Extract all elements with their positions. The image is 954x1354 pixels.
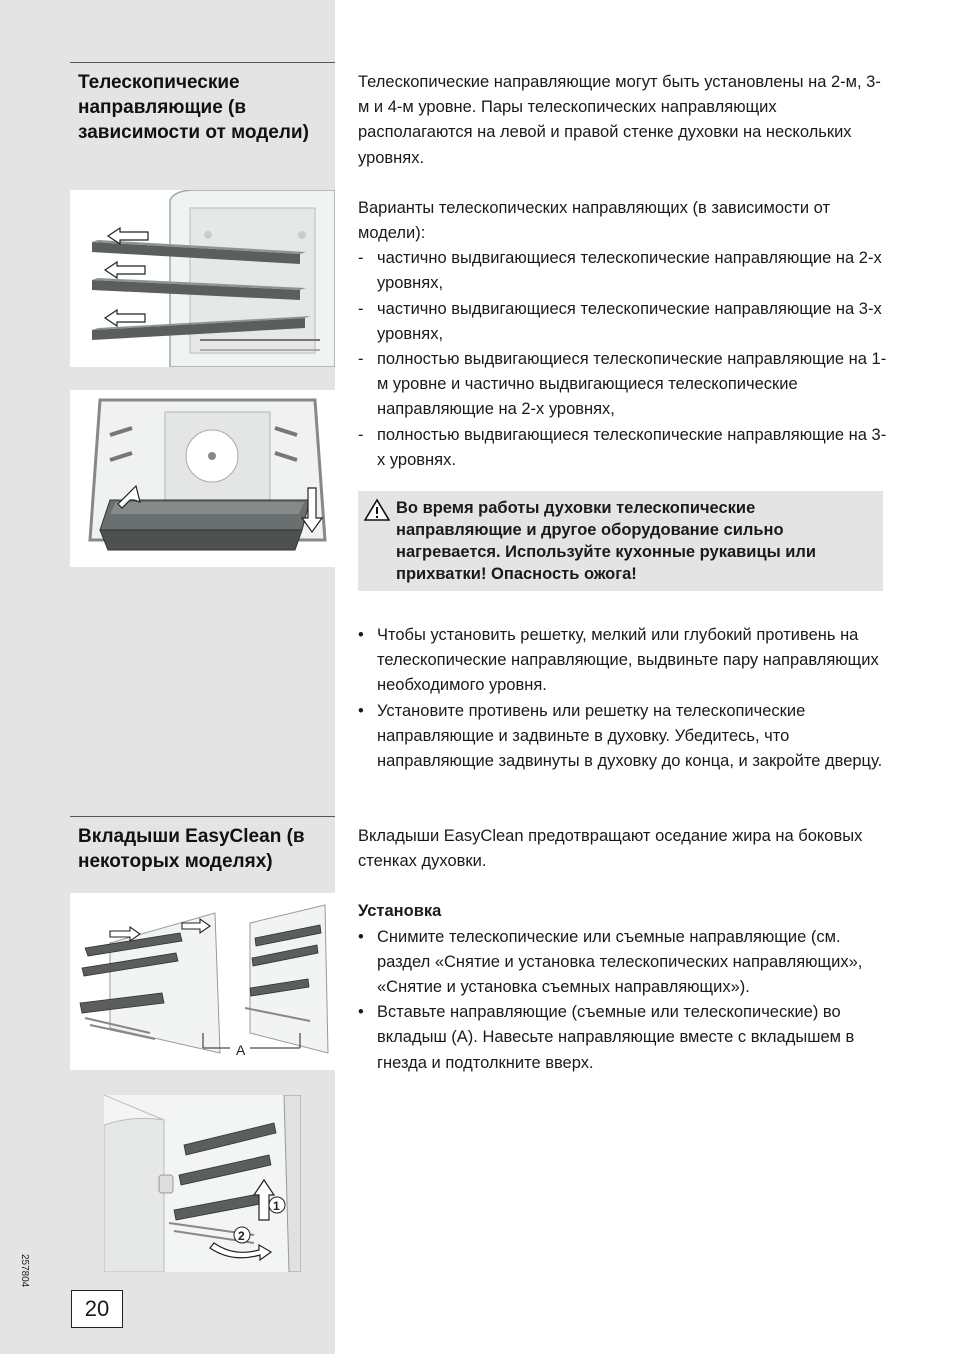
section1-intro: Телескопические направляющие могут быть установлены на 2-м, 3-м и 4-м уровне. Пары телескопических направляющих располагаются на левой и правой стенке духовки на нескольких уровнях. xyxy=(358,73,881,167)
section2-intro: Вкладыши EasyClean предотвращают оседание жира на боковых стенках духовки. xyxy=(358,827,863,871)
list-item: - частично выдвигающиеся телескопические направляющие на 3-х уровнях, xyxy=(358,297,888,347)
list-item: • Установите противень или решетку на телескопические направляющие и задвиньте в духовку. Убедитесь, что направляющие задвинуты в духовку до конца, и закройте дверцу. xyxy=(358,699,888,775)
section1-heading: Телескопические направляющие (в зависимости от модели) xyxy=(78,72,309,143)
list-item: - полностью выдвигающиеся телескопические направляющие на 1-м уровне и частично выдвигающиеся телескопические направляющие на 2-х уровнях, xyxy=(358,347,888,423)
telescopic-rails-illustration xyxy=(70,190,335,367)
warning-box xyxy=(358,491,883,591)
warning-triangle-icon xyxy=(364,498,390,527)
easyclean-inserts-illustration xyxy=(70,893,335,1070)
list-item: • Вставьте направляющие (съемные или телескопические) во вкладыш (A). Навесьте направляющие вместе с вкладышем в гнезда и подтолкните вверх. xyxy=(358,1000,888,1076)
baking-tray-illustration xyxy=(70,390,335,567)
section-rule-1 xyxy=(70,62,335,63)
list-item: - частично выдвигающиеся телескопические направляющие на 2-х уровнях, xyxy=(358,246,888,296)
variants-list xyxy=(358,246,888,473)
insert-installation-illustration xyxy=(104,1095,301,1272)
list-item: • Чтобы установить решетку, мелкий или глубокий противень на телескопические направляющие, выдвиньте пару направляющих необходимого уровня. xyxy=(358,623,888,699)
list-item: • Снимите телескопические или съемные направляющие (см. раздел «Снятие и установка телескопических направляющих», «Снятие и установка съемных направляющих»). xyxy=(358,925,888,1001)
section-rule-2 xyxy=(70,816,335,817)
section2-body xyxy=(358,824,888,1076)
variants-intro: Варианты телескопических направляющих (в зависимости от модели): xyxy=(358,198,831,243)
installation-steps-list xyxy=(358,925,888,1076)
figure-label-a: A xyxy=(236,1042,246,1058)
warning-text: Во время работы духовки телескопические направляющие и другое оборудование сильно нагревается. Используйте кухонные рукавицы или прихватки! Опасность ожога! xyxy=(396,499,817,583)
step-2-marker: 2 xyxy=(238,1229,245,1243)
section1-body xyxy=(358,70,888,473)
section2-heading: Вкладыши EasyClean (в некоторых моделях) xyxy=(78,826,305,872)
step-1-marker: 1 xyxy=(273,1199,280,1213)
tray-steps-list xyxy=(358,623,888,774)
installation-subheading: Установка xyxy=(358,902,442,921)
document-code: 257804 xyxy=(19,1254,30,1288)
section1-steps xyxy=(358,623,888,774)
page-number: 20 xyxy=(71,1290,123,1328)
list-item: - полностью выдвигающиеся телескопические направляющие на 3-х уровнях. xyxy=(358,423,888,473)
